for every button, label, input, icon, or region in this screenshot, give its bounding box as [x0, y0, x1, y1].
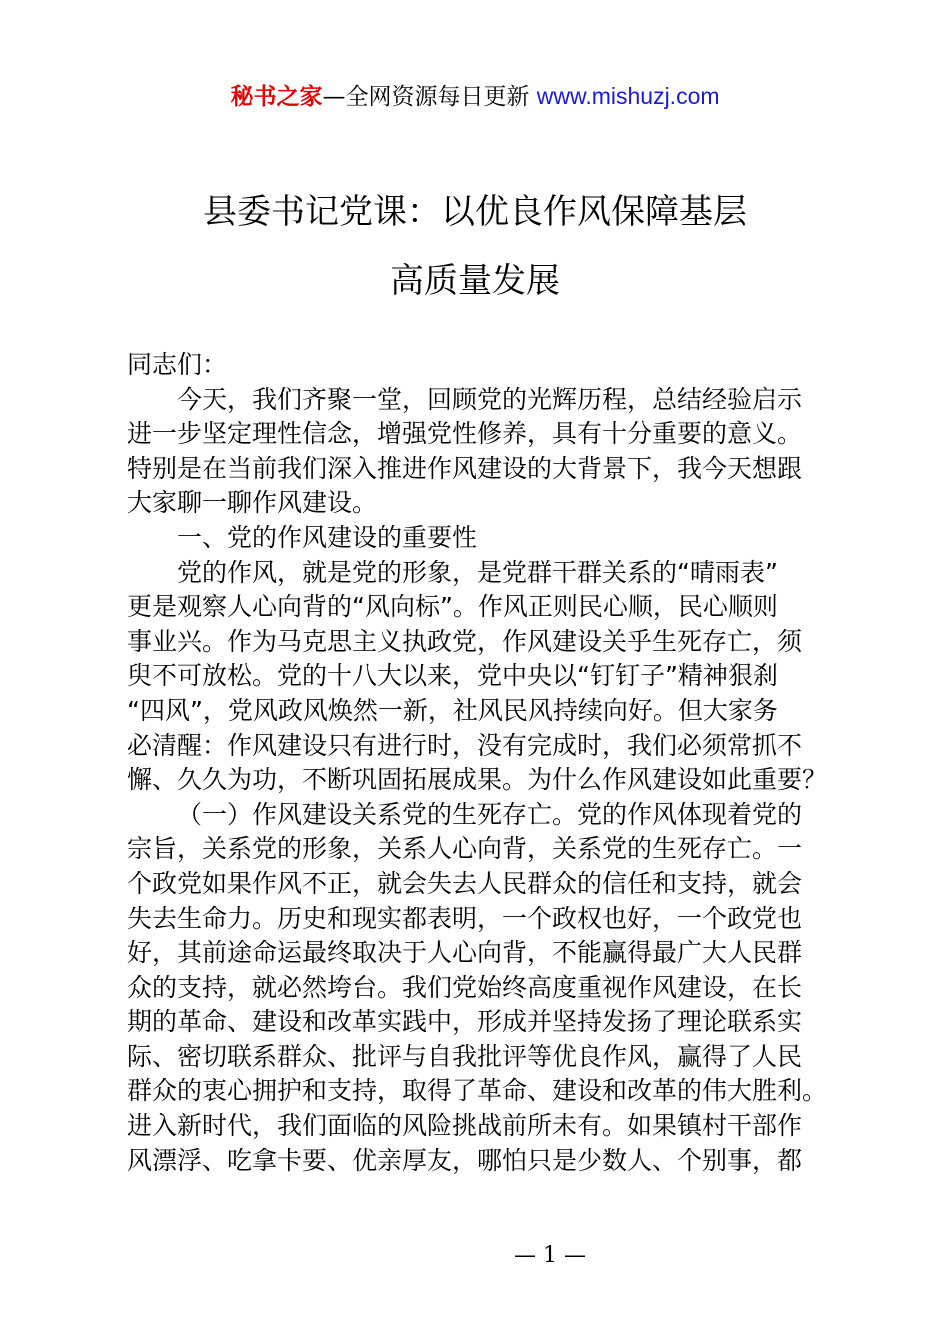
section-heading: 一、党的作风建设的重要性: [177, 522, 478, 552]
text-line: 众的支持，就必然垮台。我们党始终高度重视作风建设，在长: [127, 972, 803, 1002]
document-title-line-2: 高质量发展: [390, 261, 560, 301]
text-line: 宗旨，关系党的形象，关系人心向背，关系党的生死存亡。一: [127, 834, 803, 864]
site-banner: [0, 80, 950, 113]
text-line: 期的革命、建设和改革实践中，形成并坚持发扬了理论联系实: [127, 1007, 803, 1037]
text-line: 必清醒：作风建设只有进行时，没有完成时，我们必须常抓不: [127, 730, 803, 760]
document-title-line-1: 县委书记党课：以优良作风保障基层: [203, 192, 747, 232]
text-line: 进一步坚定理性信念，增强党性修养，具有十分重要的意义。: [127, 419, 803, 449]
text-line: 好，其前途命运最终取决于人心向背，不能赢得最广大人民群: [127, 938, 803, 968]
brand-name: 秘书之家: [230, 84, 323, 110]
text-line: 际、密切联系群众、批评与自我批评等优良作风，赢得了人民: [127, 1041, 803, 1071]
banner-slogan: —全网资源每日更新: [322, 84, 530, 110]
text-line: 群众的衷心拥护和支持，取得了革命、建设和改革的伟大胜利。: [127, 1076, 828, 1106]
text-line: 风漂浮、吃拿卡要、优亲厚友，哪怕只是少数人、个别事，都: [127, 1145, 803, 1175]
text-line: 进入新时代，我们面临的风险挑战前所未有。如果镇村干部作: [127, 1111, 803, 1141]
subsection-line: （一）作风建设关系党的生死存亡。党的作风体现着党的: [177, 799, 803, 829]
page-number: — 1 —: [514, 1243, 586, 1268]
document-body: [127, 348, 837, 1178]
text-line: 臾不可放松。党的十八大以来，党中央以“钉钉子”精神狠刹: [127, 661, 778, 691]
text-line: 大家聊一聊作风建设。: [127, 488, 378, 518]
text-line: 个政党如果作风不正，就会失去人民群众的信任和支持，就会: [127, 868, 803, 898]
site-url[interactable]: www.mishuzj.com: [536, 83, 720, 109]
text-line: 今天，我们齐聚一堂，回顾党的光辉历程，总结经验启示: [177, 384, 803, 414]
text-line: 更是观察人心向背的“风向标”。作风正则民心顺，民心顺则: [127, 592, 778, 622]
salutation: 同志们：: [127, 350, 228, 379]
text-line: “四风”，党风政风焕然一新，社风民风持续向好。但大家务: [127, 695, 778, 725]
text-line: 特别是在当前我们深入推进作风建设的大背景下，我今天想跟: [127, 453, 803, 483]
text-line: 懈、久久为功，不断巩固拓展成果。为什么作风建设如此重要？: [127, 765, 828, 795]
text-line: 事业兴。作为马克思主义执政党，作风建设关乎生死存亡，须: [127, 626, 803, 656]
text-line: 失去生命力。历史和现实都表明，一个政权也好，一个政党也: [127, 903, 803, 933]
text-line: 党的作风，就是党的形象，是党群干群关系的“晴雨表”: [177, 557, 778, 587]
